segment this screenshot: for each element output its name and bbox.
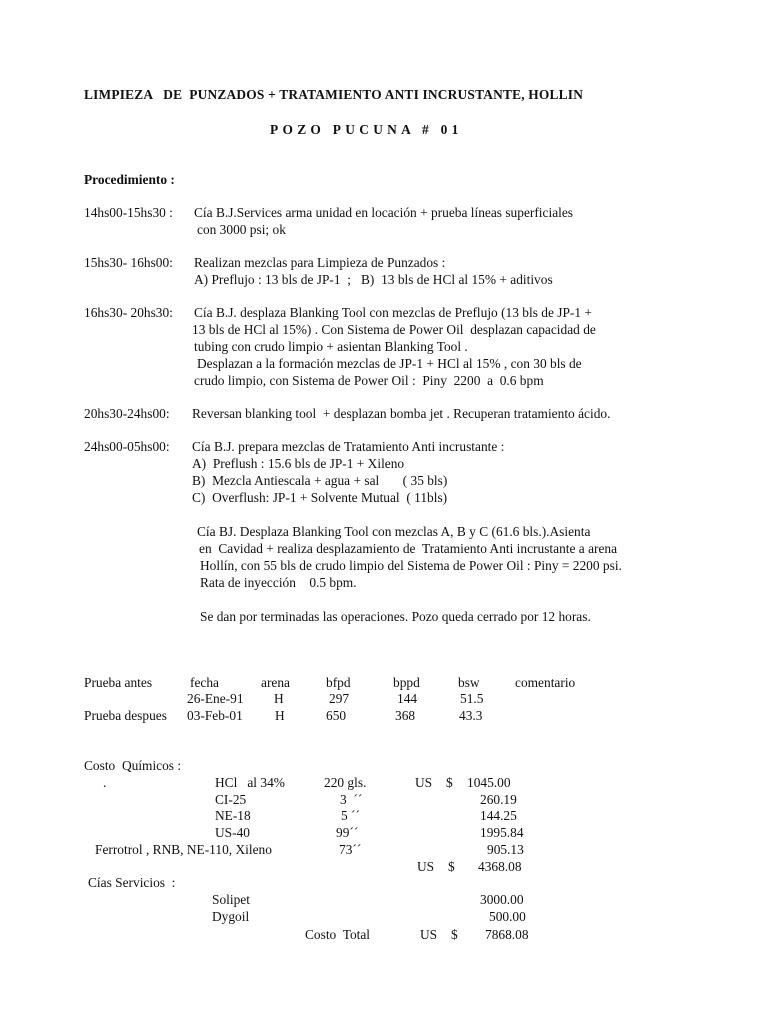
document-title: LIMPIEZA DE PUNZADOS + TRATAMIENTO ANTI INCRUSTANTE, HOLLIN [84, 87, 584, 102]
chemical-qty: 73´´ [339, 842, 362, 857]
table-cell: H [275, 708, 285, 723]
chemical-amount: 1045.00 [467, 775, 511, 790]
step-time: 20hs30-24hs00: [84, 406, 170, 421]
step-line: B) Mezcla Antiescala + agua + sal ( 35 bls) [192, 473, 448, 488]
service-name: Solipet [212, 892, 250, 907]
step-line: tubing con crudo limpio + asientan Blanking Tool . [194, 339, 468, 354]
chemicals-cost-label: Costo Químicos : [84, 758, 182, 773]
bullet-dot: . [103, 775, 107, 790]
currency-label: US [415, 775, 433, 790]
chemical-name: US-40 [215, 825, 250, 840]
step-line: A) Preflush : 15.6 bls de JP-1 + Xileno [192, 456, 405, 471]
step-line: Reversan blanking tool + desplazan bomba jet . Recuperan tratamiento ácido. [192, 406, 611, 421]
chemical-name: Ferrotrol , RNB, NE-110, Xileno [95, 842, 272, 857]
table-header: comentario [515, 675, 576, 690]
step-line: Cía B.J.Services arma unidad en locación + prueba líneas superficiales [194, 205, 574, 220]
step-line: C) Overflush: JP-1 + Solvente Mutual ( 11bls) [192, 490, 448, 505]
step-time: 14hs00-15hs30 : [84, 205, 173, 220]
table-header: bppd [393, 675, 420, 690]
chemical-name: CI-25 [215, 792, 247, 807]
table-cell: 03-Feb-01 [187, 708, 243, 723]
currency-symbol: $ [451, 927, 458, 942]
well-name: POZO PUCUNA # 01 [270, 122, 463, 137]
step-line: Realizan mezclas para Limpieza de Punzados : [194, 255, 446, 270]
table-cell: 368 [395, 708, 416, 723]
currency-label: US [420, 927, 438, 942]
currency-symbol: $ [446, 775, 453, 790]
chemical-name: HCl al 34% [215, 775, 285, 790]
step-time: 16hs30- 20hs30: [84, 305, 173, 320]
table-cell: 144 [397, 691, 418, 706]
chemical-qty: 3 ´´ [340, 792, 363, 807]
table-cell: 51.5 [460, 691, 484, 706]
step-line: Desplazan a la formación mezclas de JP-1 + HCl al 15% , con 30 bls de [197, 356, 582, 371]
chemical-amount: 905.13 [487, 842, 524, 857]
step-time: 24hs00-05hs00: [84, 439, 170, 454]
chemical-amount: 1995.84 [480, 825, 524, 840]
paragraph-line: Cía BJ. Desplaza Blanking Tool con mezclas A, B y C (61.6 bls.).Asienta [197, 524, 591, 539]
step-line: crudo limpio, con Sistema de Power Oil : Piny 2200 a 0.6 bpm [194, 373, 544, 388]
step-line: Cía B.J. desplaza Blanking Tool con mezclas de Preflujo (13 bls de JP-1 + [194, 305, 592, 320]
table-cell: H [274, 691, 284, 706]
closing-note: Se dan por terminadas las operaciones. Pozo queda cerrado por 12 horas. [200, 609, 591, 624]
chemical-qty: 5 ´´ [341, 808, 360, 823]
procedure-heading: Procedimiento : [84, 172, 175, 187]
table-cell: 43.3 [459, 708, 483, 723]
paragraph-line: Hollín, con 55 bls de crudo limpio del Sistema de Power Oil : Piny = 2200 psi. [200, 558, 622, 573]
step-line: con 3000 psi; ok [197, 222, 286, 237]
service-amount: 500.00 [489, 909, 526, 924]
table-header: Prueba antes [84, 675, 153, 690]
total-cost-amount: 7868.08 [485, 927, 529, 942]
step-line: Cía B.J. prepara mezclas de Tratamiento Anti incrustante : [192, 439, 505, 454]
paragraph-line: Rata de inyección 0.5 bpm. [200, 575, 357, 590]
chemical-qty: 220 gls. [324, 775, 367, 790]
chemical-amount: 144.25 [480, 808, 517, 823]
table-cell: Prueba despues [84, 708, 167, 723]
table-cell: 650 [326, 708, 347, 723]
service-name: Dygoil [212, 909, 250, 924]
table-header: fecha [190, 675, 219, 690]
paragraph-line: en Cavidad + realiza desplazamiento de Tratamiento Anti incrustante a arena [199, 541, 618, 556]
step-time: 15hs30- 16hs00: [84, 255, 173, 270]
table-cell: 26-Ene-91 [187, 691, 244, 706]
step-line: A) Preflujo : 13 bls de JP-1 ; B) 13 bls de HCl al 15% + aditivos [194, 272, 553, 287]
table-header: bsw [458, 675, 480, 690]
table-header: arena [261, 675, 290, 690]
chemical-name: NE-18 [215, 808, 251, 823]
chemicals-total-amount: 4368.08 [478, 859, 522, 874]
currency-symbol: $ [448, 859, 455, 874]
chemical-amount: 260.19 [480, 792, 517, 807]
table-header: bfpd [326, 675, 351, 690]
service-amount: 3000.00 [480, 892, 524, 907]
chemical-qty: 99´´ [336, 825, 359, 840]
step-line: 13 bls de HCl al 15%) . Con Sistema de Power Oil desplazan capacidad de [192, 322, 596, 337]
currency-label: US [417, 859, 435, 874]
table-cell: 297 [329, 691, 350, 706]
services-label: Cías Servicios : [88, 875, 176, 890]
total-cost-label: Costo Total [305, 927, 371, 942]
